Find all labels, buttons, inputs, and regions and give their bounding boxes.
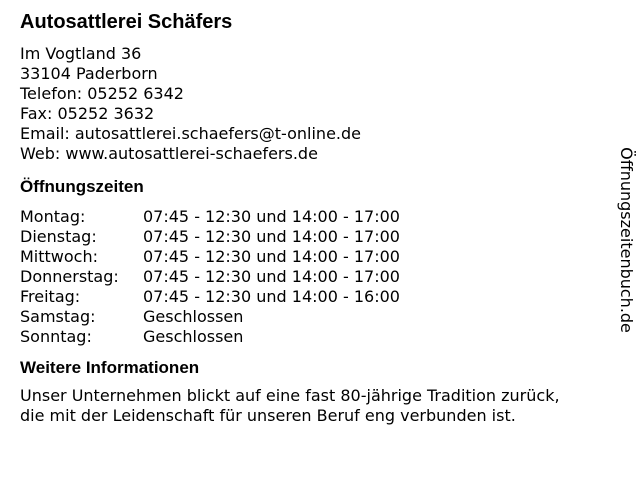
website-address: Web: www.autosattlerei-schaefers.de <box>20 144 318 163</box>
hours-row-saturday <box>20 307 600 327</box>
address-city: 33104 Paderborn <box>20 64 158 83</box>
day-label: Montag: <box>20 207 86 226</box>
email-address: Email: autosattlerei.schaefers@t-online.de <box>20 124 361 143</box>
time-value: Geschlossen <box>143 307 244 326</box>
day-label: Mittwoch: <box>20 247 98 266</box>
day-label: Freitag: <box>20 287 81 306</box>
time-value: 07:45 - 12:30 und 14:00 - 17:00 <box>143 207 400 226</box>
info-line: Unser Unternehmen blickt auf eine fast 80-jährige Tradition zurück, <box>20 386 560 405</box>
opening-hours-table <box>20 207 600 347</box>
fax-number: Fax: 05252 3632 <box>20 104 155 123</box>
hours-row-monday <box>20 207 600 227</box>
site-watermark: Öffnungszeitenbuch.de <box>617 147 636 333</box>
day-label: Dienstag: <box>20 227 97 246</box>
day-label: Donnerstag: <box>20 267 119 286</box>
contact-block <box>20 44 600 164</box>
hours-row-friday <box>20 287 600 307</box>
business-card <box>20 10 600 426</box>
hours-row-wednesday <box>20 247 600 267</box>
address-street: Im Vogtland 36 <box>20 44 142 63</box>
hours-row-thursday <box>20 267 600 287</box>
more-info-heading: Weitere Informationen <box>20 358 200 377</box>
business-name: Autosattlerei Schäfers <box>20 11 233 33</box>
opening-hours-heading: Öffnungszeiten <box>20 177 144 196</box>
hours-row-sunday <box>20 327 600 347</box>
phone-number: Telefon: 05252 6342 <box>20 84 184 103</box>
more-info-text <box>20 386 600 426</box>
info-line: die mit der Leidenschaft für unseren Beruf eng verbunden ist. <box>20 406 516 425</box>
time-value: 07:45 - 12:30 und 14:00 - 17:00 <box>143 267 400 286</box>
time-value: Geschlossen <box>143 327 244 346</box>
time-value: 07:45 - 12:30 und 14:00 - 16:00 <box>143 287 400 306</box>
day-label: Samstag: <box>20 307 96 326</box>
time-value: 07:45 - 12:30 und 14:00 - 17:00 <box>143 227 400 246</box>
hours-row-tuesday <box>20 227 600 247</box>
time-value: 07:45 - 12:30 und 14:00 - 17:00 <box>143 247 400 266</box>
day-label: Sonntag: <box>20 327 92 346</box>
